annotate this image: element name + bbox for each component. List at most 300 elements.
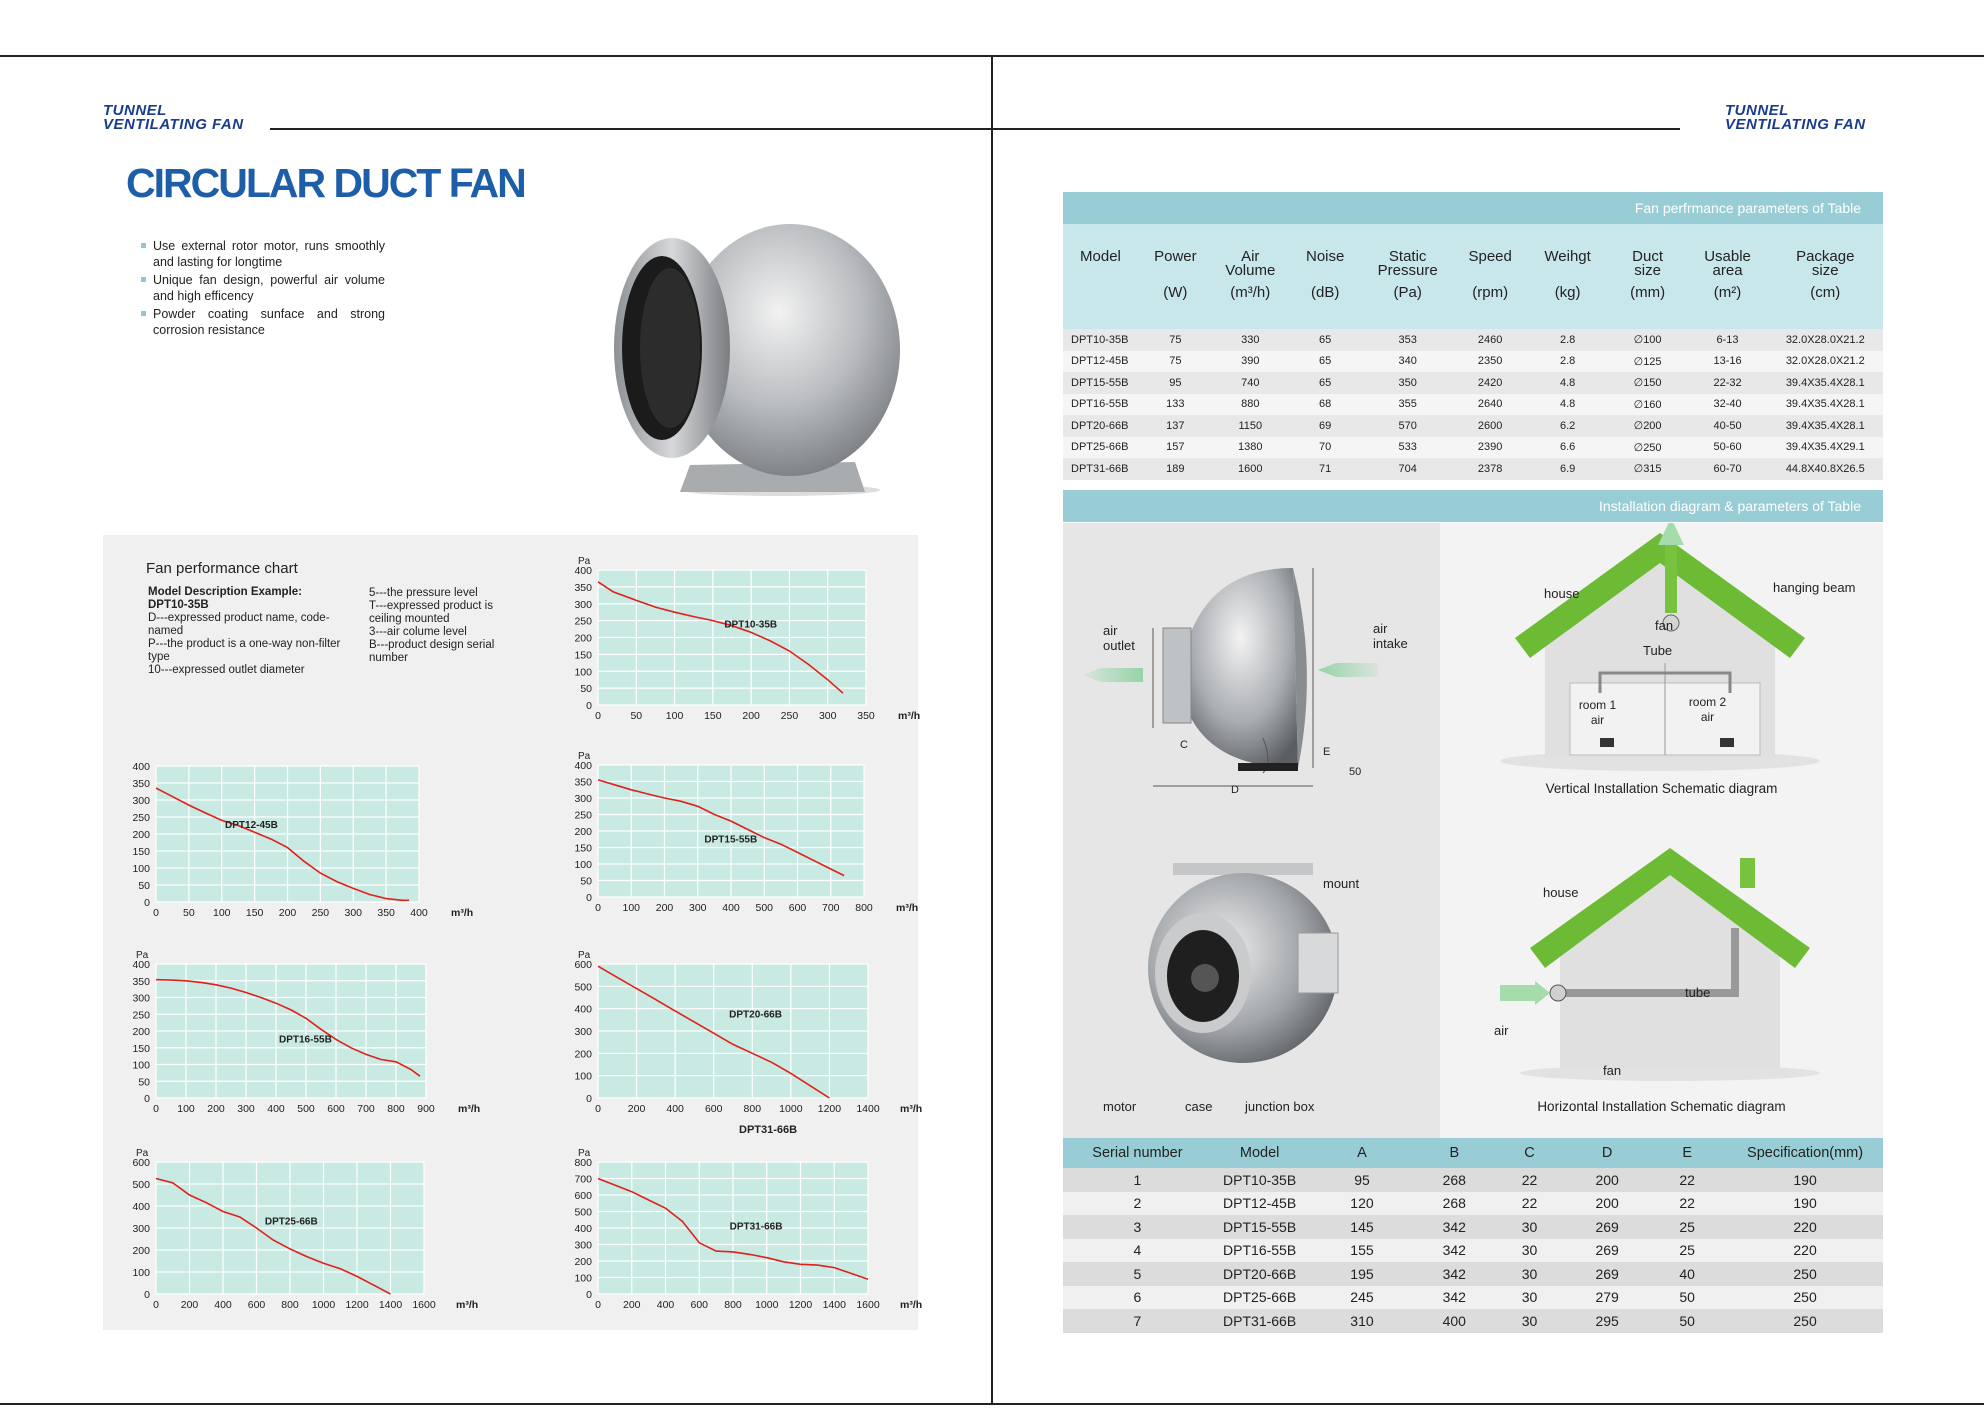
label-tube-cap: Tube: [1643, 643, 1673, 658]
x-tick-label: 1000: [755, 1299, 779, 1311]
label-case: case: [1185, 1099, 1213, 1114]
y-tick-label: 500: [574, 1206, 592, 1219]
perf-col-name: Air Volume: [1225, 248, 1276, 279]
chart-dpt31-66b: [560, 1140, 923, 1320]
perf-cell: 740: [1213, 372, 1288, 394]
x-tick-label: 800: [743, 1103, 762, 1115]
feature-item: Use external rotor motor, runs smoothly and lasting for longtime: [140, 238, 385, 270]
dims-table-row: [1063, 1309, 1883, 1333]
model-desc-line: D---expressed product name, code-named: [148, 612, 330, 637]
y-tick-label: 800: [574, 1157, 592, 1169]
perf-cell: 60-70: [1688, 458, 1768, 480]
label-air-intake: air intake: [1373, 621, 1408, 651]
dims-col-header: C: [1492, 1138, 1567, 1168]
dims-col-header: A: [1307, 1138, 1416, 1168]
dims-cell: 190: [1727, 1192, 1883, 1216]
y-tick-label: 300: [132, 992, 150, 1005]
y-tick-label: 700: [574, 1173, 592, 1186]
header-rule-left: [270, 128, 991, 130]
x-tick-label: 400: [410, 907, 428, 919]
perf-cell: 2640: [1453, 394, 1528, 416]
dims-cell: 269: [1567, 1215, 1647, 1239]
perf-cell: 70: [1288, 437, 1363, 459]
y-tick-label: 400: [574, 1003, 592, 1016]
dims-cell: 145: [1307, 1215, 1416, 1239]
y-tick-label: 300: [574, 1026, 592, 1038]
dims-cell: 50: [1647, 1309, 1727, 1333]
y-tick-label: 0: [144, 897, 150, 909]
y-tick-label: 350: [132, 778, 150, 790]
dims-cell: 22: [1492, 1192, 1567, 1216]
perf-table-row: [1063, 329, 1883, 351]
series-label: DPT12-45B: [225, 819, 278, 831]
page-divider: [991, 55, 993, 1405]
y-axis-label: Pa: [136, 1148, 149, 1159]
perf-col-name: Noise: [1305, 248, 1345, 265]
perf-table-row: [1063, 372, 1883, 394]
label-room2: room 2 air: [1688, 695, 1727, 724]
perf-table: [1063, 224, 1883, 480]
x-tick-label: 0: [153, 1299, 159, 1311]
vertical-caption: Vertical Installation Schematic diagram: [1545, 781, 1778, 796]
perf-cell: 22-32: [1688, 372, 1768, 394]
y-tick-label: 200: [132, 1245, 150, 1257]
perf-col-header: [1063, 224, 1138, 329]
y-tick-label: 200: [132, 1026, 150, 1038]
y-tick-label: 50: [138, 1076, 150, 1089]
x-tick-label: 500: [297, 1103, 315, 1115]
perf-cell: DPT12-45B: [1063, 351, 1138, 373]
dims-cell: 295: [1567, 1309, 1647, 1333]
dims-cell: 268: [1417, 1168, 1492, 1192]
perf-cell: 133: [1138, 394, 1213, 416]
brand-line2: VENTILATING FAN: [1725, 116, 1866, 133]
perf-cell: 39.4X35.4X28.1: [1768, 415, 1883, 437]
perf-cell: 2378: [1453, 458, 1528, 480]
label-tube: tube: [1685, 985, 1711, 1000]
horizontal-caption: Horizontal Installation Schematic diagram: [1537, 1099, 1786, 1114]
dims-cell: DPT31-66B: [1212, 1309, 1307, 1333]
x-tick-label: 200: [278, 907, 297, 919]
chart-dpt16-55b: [120, 940, 480, 1120]
install-title: Installation diagram & parameters of Table: [1063, 490, 1883, 522]
x-tick-label: 0: [595, 1299, 601, 1311]
dims-cell: DPT20-66B: [1212, 1262, 1307, 1286]
y-tick-label: 250: [574, 809, 592, 822]
dims-cell: DPT16-55B: [1212, 1239, 1307, 1263]
perf-col-header: [1688, 224, 1768, 329]
y-tick-label: 350: [574, 581, 592, 594]
perf-col-unit: (dB): [1311, 284, 1340, 301]
y-tick-label: 0: [144, 1093, 150, 1105]
perf-cell: 75: [1138, 351, 1213, 373]
x-tick-label: 1400: [822, 1299, 846, 1311]
dims-cell: 5: [1063, 1262, 1212, 1286]
perf-cell: 353: [1363, 329, 1453, 351]
perf-cell: 137: [1138, 415, 1213, 437]
y-tick-label: 400: [132, 761, 150, 773]
perf-cell: ∅100: [1608, 329, 1688, 351]
y-tick-label: 400: [574, 565, 592, 577]
perf-cell: 6.6: [1528, 437, 1608, 459]
x-tick-label: 700: [357, 1103, 375, 1115]
perf-table-row: [1063, 415, 1883, 437]
y-tick-label: 500: [132, 1179, 150, 1191]
y-axis-label: Pa: [578, 751, 591, 762]
model-desc-line: 5---the pressure level: [369, 587, 478, 599]
perf-col-header: [1363, 224, 1453, 329]
dims-cell: 3: [1063, 1215, 1212, 1239]
model-desc-code: DPT10-35B: [148, 599, 209, 611]
x-tick-label: 200: [180, 1299, 199, 1311]
perf-table-title: Fan perfrmance parameters of Table: [1063, 192, 1883, 224]
x-tick-label: 150: [245, 907, 264, 919]
perf-cell: 50-60: [1688, 437, 1768, 459]
x-tick-label: 0: [595, 1103, 601, 1115]
dims-table-row: [1063, 1262, 1883, 1286]
dims-cell: 268: [1417, 1192, 1492, 1216]
perf-cell: 32.0X28.0X21.2: [1768, 351, 1883, 373]
brand-line2: VENTILATING FAN: [103, 116, 244, 133]
x-tick-label: 400: [656, 1299, 675, 1311]
perf-cell: 2390: [1453, 437, 1528, 459]
series-label: DPT20-66B: [729, 1009, 782, 1021]
perf-cell: 533: [1363, 437, 1453, 459]
dims-cell: 40: [1647, 1262, 1727, 1286]
dims-cell: 195: [1307, 1262, 1416, 1286]
perf-col-name: Duct size: [1632, 248, 1663, 279]
dims-cell: 25: [1647, 1239, 1727, 1263]
perf-cell: 6-13: [1688, 329, 1768, 351]
perf-cell: 2.8: [1528, 351, 1608, 373]
perf-col-unit: (m²): [1713, 284, 1742, 301]
perf-cell: 4.8: [1528, 394, 1608, 416]
y-tick-label: 0: [586, 1093, 592, 1105]
y-tick-label: 100: [132, 863, 150, 875]
y-tick-label: 50: [138, 880, 150, 892]
perf-cell: 65: [1288, 329, 1363, 351]
label-house: house: [1544, 586, 1580, 601]
page-title: CIRCULAR DUCT FAN: [126, 160, 525, 206]
perf-col-name: Speed: [1468, 248, 1512, 265]
x-axis-label: m³/h: [456, 1299, 479, 1311]
label-motor: motor: [1103, 1099, 1137, 1114]
y-axis-label: Pa: [578, 950, 591, 961]
perf-cell: ∅250: [1608, 437, 1688, 459]
perf-cell: 704: [1363, 458, 1453, 480]
label-junction-box: junction box: [1245, 1099, 1315, 1114]
x-tick-label: 1200: [788, 1299, 813, 1311]
perf-cell: 157: [1138, 437, 1213, 459]
dims-cell: 342: [1417, 1286, 1492, 1310]
y-tick-label: 0: [586, 700, 592, 712]
x-tick-label: 150: [704, 710, 722, 722]
dims-cell: 342: [1417, 1239, 1492, 1263]
dims-header-row: [1063, 1138, 1883, 1168]
chart-dpt20-66b: [560, 940, 923, 1120]
perf-col-unit: (mm): [1630, 284, 1666, 301]
x-tick-label: 500: [755, 902, 774, 914]
x-tick-label: 400: [214, 1299, 232, 1311]
x-tick-label: 200: [655, 902, 674, 914]
dims-col-header: Specification(mm): [1727, 1138, 1883, 1168]
install-left-panel: [1063, 523, 1440, 1138]
model-description: [148, 586, 348, 677]
brand-logo-right: [1725, 104, 1866, 132]
label-dim-e: E: [1323, 746, 1331, 758]
y-tick-label: 50: [580, 683, 592, 696]
x-tick-label: 100: [212, 907, 231, 919]
dims-cell: 4: [1063, 1239, 1212, 1263]
x-tick-label: 200: [622, 1299, 641, 1311]
x-tick-label: 250: [780, 710, 799, 722]
dims-table-row: [1063, 1168, 1883, 1192]
perf-cell: ∅125: [1608, 351, 1688, 373]
duct-fan-product-image: [600, 200, 920, 500]
model-desc-line: T---expressed product is ceiling mounted: [369, 600, 493, 625]
dims-cell: 400: [1417, 1309, 1492, 1333]
perf-cell: 39.4X35.4X28.1: [1768, 394, 1883, 416]
perf-cell: 2460: [1453, 329, 1528, 351]
x-tick-label: 400: [666, 1103, 684, 1115]
y-tick-label: 50: [580, 875, 592, 888]
perf-cell: DPT10-35B: [1063, 329, 1138, 351]
x-axis-label: m³/h: [458, 1103, 481, 1115]
perf-cell: 570: [1363, 415, 1453, 437]
perf-cell: 390: [1213, 351, 1288, 373]
x-tick-label: 600: [690, 1299, 709, 1311]
chart-dpt12-45b: [120, 760, 480, 925]
perf-col-unit: (kg): [1554, 284, 1581, 301]
perf-cell: 1600: [1213, 458, 1288, 480]
x-tick-label: 1600: [856, 1299, 880, 1311]
chart-dpt25-66b: [120, 1140, 480, 1320]
stray-chart-label: DPT31-66B: [739, 1124, 798, 1136]
perf-cell: 355: [1363, 394, 1453, 416]
x-tick-label: 400: [722, 902, 740, 914]
perf-cell: 32.0X28.0X21.2: [1768, 329, 1883, 351]
perf-cell: 4.8: [1528, 372, 1608, 394]
fan-mount-diagram: [1133, 858, 1353, 1068]
y-tick-label: 0: [586, 892, 592, 904]
perf-col-header: [1288, 224, 1363, 329]
x-tick-label: 800: [281, 1299, 299, 1311]
model-desc-line: 10---expressed outlet diameter: [148, 664, 305, 676]
perf-col-header: [1213, 224, 1288, 329]
dims-cell: DPT15-55B: [1212, 1215, 1307, 1239]
dims-cell: 30: [1492, 1309, 1567, 1333]
model-desc-line: 3---air colume level: [369, 626, 467, 638]
perf-col-unit: (m³/h): [1230, 284, 1271, 301]
y-tick-label: 500: [574, 981, 592, 994]
perf-cell: 39.4X35.4X29.1: [1768, 437, 1883, 459]
perf-cell: 65: [1288, 372, 1363, 394]
brand-line1: TUNNEL: [103, 102, 167, 119]
feature-item: Powder coating sunface and strong corrosion resistance: [140, 306, 385, 338]
dims-col-header: B: [1417, 1138, 1492, 1168]
perf-cell: DPT16-55B: [1063, 394, 1138, 416]
x-tick-label: 50: [630, 710, 643, 722]
y-tick-label: 250: [132, 1009, 150, 1022]
perf-cell: DPT25-66B: [1063, 437, 1138, 459]
perf-cell: DPT31-66B: [1063, 458, 1138, 480]
y-tick-label: 300: [132, 795, 150, 807]
y-axis-label: Pa: [578, 556, 591, 567]
label-fan2: fan: [1603, 1063, 1622, 1078]
x-tick-label: 250: [311, 907, 330, 919]
y-tick-label: 100: [132, 1059, 150, 1072]
label-air-outlet: air outlet: [1103, 623, 1135, 653]
feature-item: Unique fan design, powerful air volume and high efficency: [140, 272, 385, 304]
x-tick-label: 900: [417, 1103, 435, 1115]
dims-cell: 200: [1567, 1168, 1647, 1192]
dims-cell: 95: [1307, 1168, 1416, 1192]
perf-col-name: Usable area: [1704, 248, 1751, 279]
dims-cell: 279: [1567, 1286, 1647, 1310]
y-tick-label: 350: [574, 776, 592, 789]
perf-cell: 95: [1138, 372, 1213, 394]
y-tick-label: 200: [132, 829, 150, 841]
dims-cell: 190: [1727, 1168, 1883, 1192]
dims-table-row: [1063, 1239, 1883, 1263]
perf-cell: 1150: [1213, 415, 1288, 437]
y-tick-label: 100: [132, 1267, 150, 1279]
x-tick-label: 0: [595, 710, 601, 722]
label-dim-d: D: [1231, 784, 1239, 796]
fan-dimension-diagram: [1143, 558, 1333, 788]
perf-cell: ∅160: [1608, 394, 1688, 416]
perf-cell: 350: [1363, 372, 1453, 394]
label-hanging-beam: hanging beam: [1773, 580, 1856, 595]
dims-cell: 22: [1647, 1168, 1727, 1192]
perf-header-row: [1063, 224, 1883, 329]
y-tick-label: 400: [132, 959, 150, 971]
series-label: DPT31-66B: [729, 1221, 783, 1233]
x-axis-label: m³/h: [896, 902, 919, 914]
x-tick-label: 200: [207, 1103, 225, 1115]
y-tick-label: 400: [132, 1201, 150, 1213]
y-axis-label: Pa: [136, 950, 149, 961]
air-outlet-arrow-icon: [1083, 668, 1143, 682]
y-axis-label: Pa: [578, 1148, 591, 1159]
dims-cell: 269: [1567, 1239, 1647, 1263]
dims-cell: 342: [1417, 1262, 1492, 1286]
label-fan: fan: [1655, 618, 1674, 633]
dims-cell: 250: [1727, 1309, 1883, 1333]
perf-cell: 68: [1288, 394, 1363, 416]
x-tick-label: 1000: [779, 1103, 803, 1115]
model-desc-heading: Model Description Example:: [148, 586, 303, 598]
chart-heading: Fan performance chart: [146, 560, 298, 577]
perf-cell: 2.8: [1528, 329, 1608, 351]
label-dim-c: C: [1180, 739, 1188, 751]
dims-cell: DPT25-66B: [1212, 1286, 1307, 1310]
feature-list: [140, 238, 385, 340]
perf-cell: DPT15-55B: [1063, 372, 1138, 394]
label-room1: room 1 air: [1578, 698, 1617, 727]
perf-col-header: [1138, 224, 1213, 329]
y-tick-label: 100: [574, 1070, 592, 1083]
perf-cell: 2600: [1453, 415, 1528, 437]
perf-col-unit: (Pa): [1393, 284, 1422, 301]
x-axis-label: m³/h: [898, 710, 921, 722]
x-axis-label: m³/h: [900, 1299, 923, 1311]
dims-cell: 1: [1063, 1168, 1212, 1192]
x-tick-label: 350: [377, 907, 395, 919]
x-tick-label: 600: [788, 902, 807, 914]
y-tick-label: 150: [132, 1042, 150, 1055]
perf-col-name: Weihgt: [1544, 248, 1591, 265]
brand-line1: TUNNEL: [1725, 102, 1789, 119]
x-tick-label: 100: [177, 1103, 195, 1115]
dims-table-row: [1063, 1192, 1883, 1216]
series-label: DPT25-66B: [264, 1216, 318, 1228]
perf-table-row: [1063, 458, 1883, 480]
brand-logo-left: [103, 104, 244, 132]
dims-cell: 22: [1647, 1192, 1727, 1216]
perf-cell: 39.4X35.4X28.1: [1768, 372, 1883, 394]
dims-cell: 250: [1727, 1286, 1883, 1310]
y-tick-label: 250: [132, 812, 150, 824]
dims-cell: 6: [1063, 1286, 1212, 1310]
y-tick-label: 400: [574, 1223, 592, 1235]
perf-cell: 44.8X40.8X26.5: [1768, 458, 1883, 480]
label-dim-50: 50: [1349, 766, 1362, 778]
x-tick-label: 1000: [311, 1299, 336, 1311]
y-tick-label: 300: [132, 1223, 150, 1235]
perf-col-header: [1528, 224, 1608, 329]
dims-cell: 269: [1567, 1262, 1647, 1286]
series-label: DPT15-55B: [704, 834, 758, 846]
y-tick-label: 100: [574, 859, 592, 871]
x-tick-label: 200: [742, 710, 760, 722]
series-label: DPT16-55B: [279, 1034, 332, 1046]
dims-cell: 30: [1492, 1286, 1567, 1310]
x-tick-label: 600: [704, 1103, 723, 1115]
x-tick-label: 300: [344, 907, 363, 919]
perf-col-unit: (cm): [1810, 284, 1841, 301]
perf-cell: 69: [1288, 415, 1363, 437]
x-tick-label: 800: [724, 1299, 742, 1311]
x-tick-label: 800: [855, 902, 873, 914]
x-tick-label: 800: [387, 1103, 405, 1115]
perf-cell: ∅150: [1608, 372, 1688, 394]
perf-cell: 2420: [1453, 372, 1528, 394]
label-air: air: [1494, 1023, 1509, 1038]
chart-dpt10-35b: [560, 550, 920, 725]
perf-cell: 2350: [1453, 351, 1528, 373]
perf-cell: 1380: [1213, 437, 1288, 459]
perf-col-unit: (rpm): [1472, 284, 1509, 301]
perf-col-name: Static Pressure: [1377, 248, 1438, 279]
x-axis-label: m³/h: [900, 1103, 923, 1115]
perf-col-header: [1768, 224, 1883, 329]
y-tick-label: 0: [144, 1289, 150, 1301]
perf-cell: 189: [1138, 458, 1213, 480]
dims-col-header: D: [1567, 1138, 1647, 1168]
label-house2: house: [1543, 885, 1579, 900]
x-tick-label: 300: [818, 710, 837, 722]
dims-cell: 220: [1727, 1215, 1883, 1239]
y-tick-label: 250: [574, 615, 592, 628]
x-tick-label: 1200: [817, 1103, 842, 1115]
x-tick-label: 1400: [378, 1299, 403, 1311]
model-desc-line: P---the product is a one-way non-filter type: [148, 638, 341, 663]
perf-col-name: Model: [1080, 248, 1121, 265]
perf-col-header: [1608, 224, 1688, 329]
dims-cell: 22: [1492, 1168, 1567, 1192]
perf-cell: 880: [1213, 394, 1288, 416]
